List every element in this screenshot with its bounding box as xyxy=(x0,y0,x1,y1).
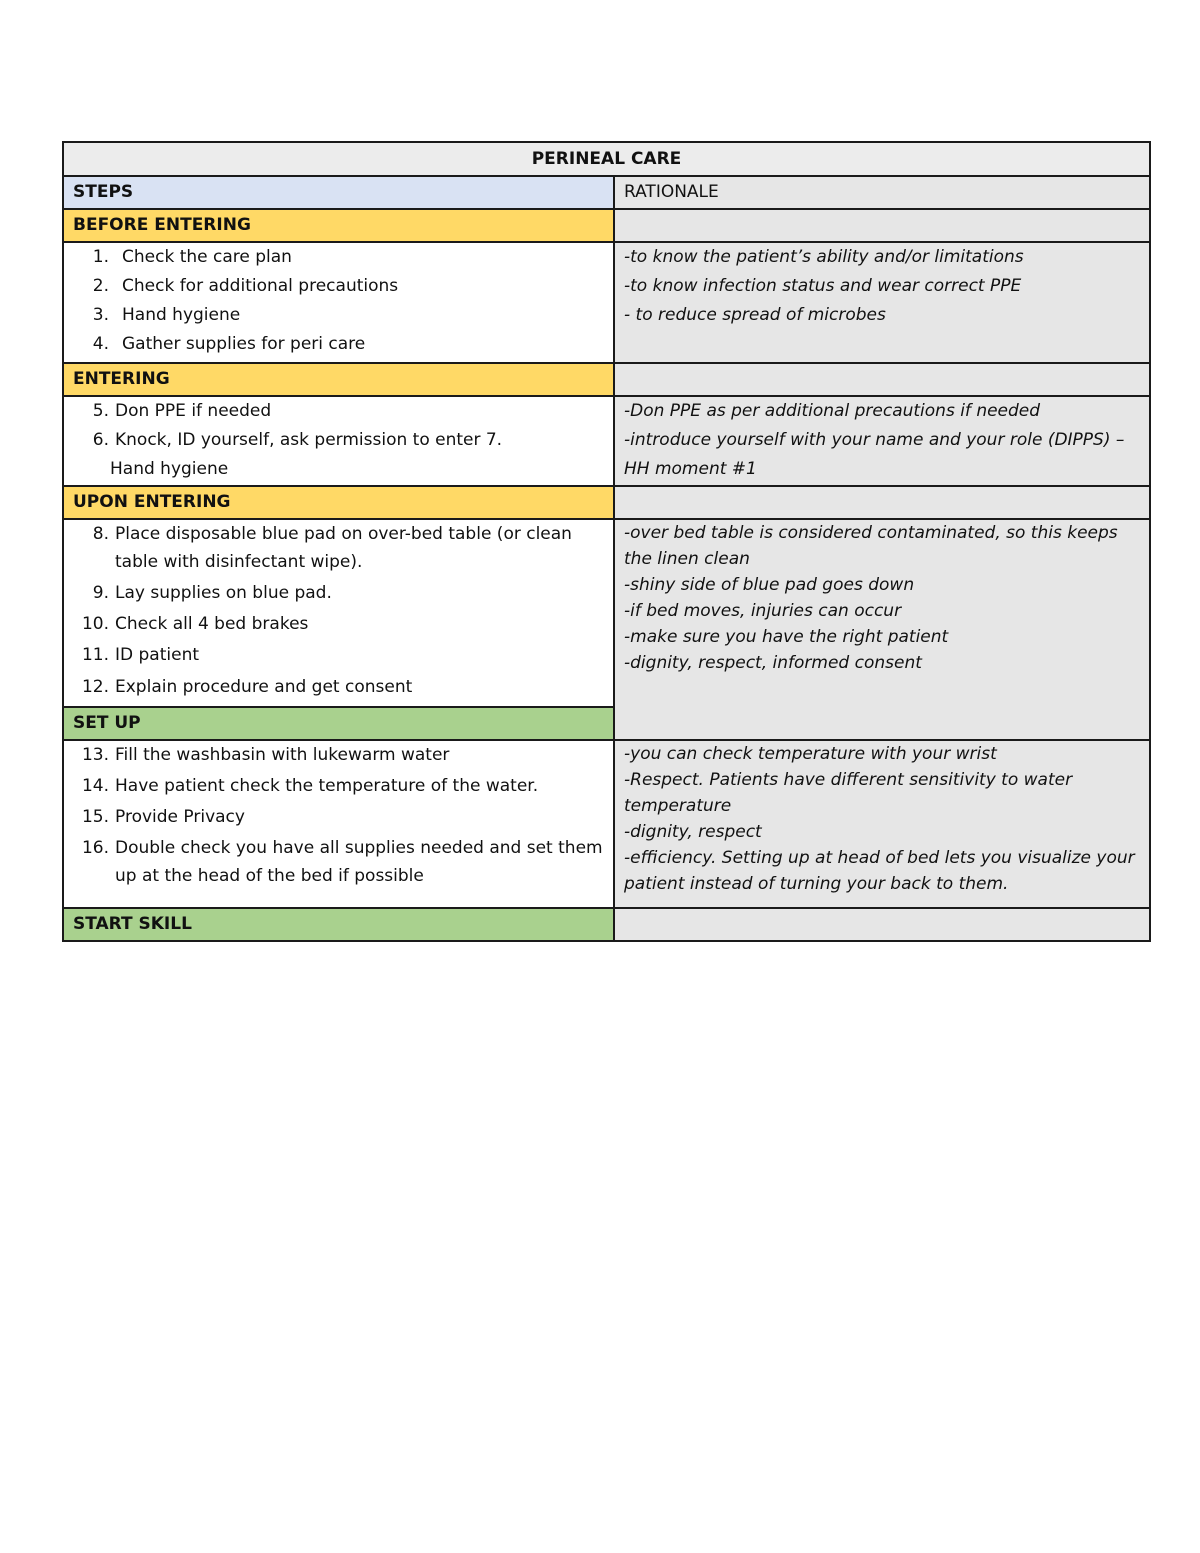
section-rationale-empty xyxy=(614,363,1150,396)
list-item: 2. Check for additional precautions xyxy=(92,276,399,296)
rationale-line: -dignity, respect xyxy=(624,822,762,842)
rationale-line: -introduce yourself with your name and your role (DIPPS) – xyxy=(624,430,1125,450)
section-rationale-empty xyxy=(614,908,1150,941)
list-item: 15. Provide Privacy xyxy=(81,807,245,827)
steps-cell xyxy=(63,519,614,707)
list-item: 9. Lay supplies on blue pad. xyxy=(92,583,332,603)
section-rationale-empty xyxy=(614,209,1150,242)
list-item: 5. Don PPE if needed xyxy=(92,401,272,421)
rationale-cell xyxy=(614,519,1150,740)
rationale-cell xyxy=(614,740,1150,908)
rationale-line: -Respect. Patients have different sensitivity to water temperature xyxy=(624,770,1073,816)
list-item: 4. Gather supplies for peri care xyxy=(92,334,366,354)
rationale-line: - to reduce spread of microbes xyxy=(624,305,886,325)
rationale-line: -dignity, respect, informed consent xyxy=(624,653,922,673)
rationale-line: HH moment #1 xyxy=(624,459,757,479)
rationale-line: -over bed table is considered contaminated, so this keeps the linen clean xyxy=(624,523,1118,569)
list-item: 6. Knock, ID yourself, ask permission to enter 7. xyxy=(92,430,503,450)
rationale-line: -if bed moves, injuries can occur xyxy=(624,601,902,621)
list-item: 1. Check the care plan xyxy=(92,247,292,267)
table-title: PERINEAL CARE xyxy=(63,142,1150,176)
list-item: 10. Check all 4 bed brakes xyxy=(81,614,309,634)
section-start-skill: START SKILL xyxy=(63,908,614,941)
steps-cell xyxy=(63,396,614,486)
list-item: 13. Fill the washbasin with lukewarm water xyxy=(81,745,450,765)
list-item: 12. Explain procedure and get consent xyxy=(81,677,413,697)
rationale-line: -efficiency. Setting up at head of bed lets you visualize your patient instead of turning your back to them. xyxy=(624,848,1135,894)
steps-cell xyxy=(63,740,614,908)
rationale-line: -you can check temperature with your wrist xyxy=(624,744,997,764)
section-entering: ENTERING xyxy=(63,363,614,396)
rationale-line: -Don PPE as per additional precautions if needed xyxy=(624,401,1041,421)
list-item: 8. Place disposable blue pad on over-bed table (or clean table with disinfectant wipe). xyxy=(92,524,572,572)
rationale-line: -shiny side of blue pad goes down xyxy=(624,575,915,595)
steps-header: STEPS xyxy=(63,176,614,209)
rationale-cell xyxy=(614,242,1150,363)
rationale-line: -to know the patient’s ability and/or limitations xyxy=(624,247,1024,267)
section-rationale-empty xyxy=(614,486,1150,519)
rationale-line: -make sure you have the right patient xyxy=(624,627,949,647)
rationale-line: -to know infection status and wear correct PPE xyxy=(624,276,1022,296)
section-upon-entering: UPON ENTERING xyxy=(63,486,614,519)
section-set-up: SET UP xyxy=(63,707,614,740)
list-item: 11. ID patient xyxy=(81,645,200,665)
rationale-header: RATIONALE xyxy=(614,176,1150,209)
perineal-care-table xyxy=(62,141,1151,942)
list-item: 14. Have patient check the temperature of the water. xyxy=(81,776,539,796)
steps-cell xyxy=(63,242,614,363)
rationale-cell xyxy=(614,396,1150,486)
list-item-continuation: Hand hygiene xyxy=(110,459,229,479)
list-item: 16. Double check you have all supplies needed and set them up at the head of the bed if possible xyxy=(81,838,603,886)
list-item: 3. Hand hygiene xyxy=(92,305,241,325)
section-before-entering: BEFORE ENTERING xyxy=(63,209,614,242)
